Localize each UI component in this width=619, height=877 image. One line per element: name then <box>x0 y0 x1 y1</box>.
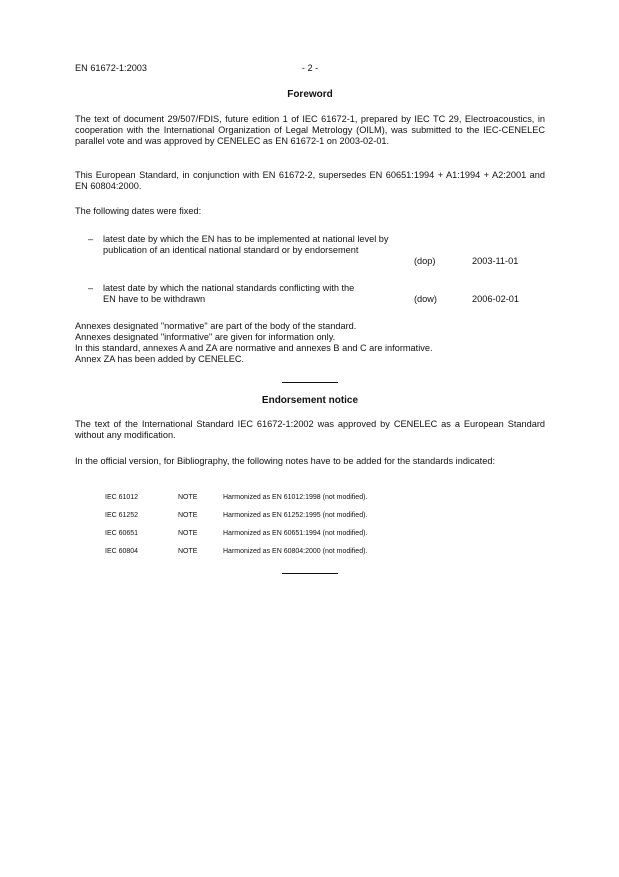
foreword-paragraph-1: The text of document 29/507/FDIS, future edition 1 of IEC 61672-1, prepared by IEC TC 29, Electroacoustics, in cooperation with the International Organization of Legal Metrology (OILM), was submitted to the IEC-CENELEC parallel vote and was approved by CENELEC as EN 61672-1 on 2003-02-01. <box>75 114 545 146</box>
annex-line: In this standard, annexes A and ZA are normative and annexes B and C are informative. <box>75 342 433 353</box>
note-label: NOTE <box>178 548 198 555</box>
list-dash: – <box>88 234 94 244</box>
annex-line: Annexes designated "normative" are part of the body of the standard. <box>75 321 357 331</box>
list-dash: – <box>88 283 94 293</box>
document-id: EN 61672-1:2003 <box>75 63 148 73</box>
note-text: Harmonized as EN 61252:1995 (not modified). <box>223 512 368 519</box>
note-standard: IEC 61252 <box>105 512 139 519</box>
endorsement-title: Endorsement notice <box>261 395 359 406</box>
annex-line: Annex ZA has been added by CENELEC. <box>75 353 245 364</box>
note-standard: IEC 61012 <box>105 494 139 501</box>
date-item-code: (dow) <box>414 294 437 305</box>
dates-intro: The following dates were fixed: <box>75 206 202 216</box>
date-item-dow <box>88 283 548 305</box>
annex-line: Annexes designated "informative" are given for information only. <box>75 331 336 342</box>
foreword-title: Foreword <box>287 89 333 100</box>
note-text: Harmonized as EN 60651:1994 (not modified). <box>223 530 368 537</box>
date-item-date: 2006-02-01 <box>472 294 519 305</box>
note-label: NOTE <box>178 494 198 501</box>
date-item-date: 2003-11-01 <box>472 256 519 267</box>
note-label: NOTE <box>178 530 198 537</box>
endorsement-paragraph-1: The text of the International Standard IEC 61672-1:2002 was approved by CENELEC as a European Standard without any modification. <box>75 419 545 440</box>
note-text: Harmonized as EN 60804:2000 (not modified). <box>223 548 368 555</box>
end-divider <box>282 573 338 574</box>
endorsement-paragraph-2: In the official version, for Bibliography, the following notes have to be added for the standards indicated: <box>75 456 495 466</box>
note-label: NOTE <box>178 512 198 519</box>
note-standard: IEC 60804 <box>105 548 139 555</box>
annex-notes <box>75 321 433 365</box>
date-item-dop <box>88 234 548 267</box>
date-item-text: latest date by which the EN has to be implemented at national level by publication of an identical national standard or by endorsement <box>103 234 389 255</box>
page-number: - 2 - <box>301 63 319 73</box>
foreword-paragraph-2: This European Standard, in conjunction with EN 61672-2, supersedes EN 60651:1994 + A1:1994 + A2:2001 and EN 60804:2000. <box>75 170 545 191</box>
date-item-text: latest date by which the national standards conflicting with the EN have to be withdrawn <box>103 283 355 304</box>
date-item-code: (dop) <box>414 256 436 267</box>
section-divider <box>282 382 338 383</box>
note-standard: IEC 60651 <box>105 530 139 537</box>
note-text: Harmonized as EN 61012:1998 (not modified). <box>223 494 368 501</box>
